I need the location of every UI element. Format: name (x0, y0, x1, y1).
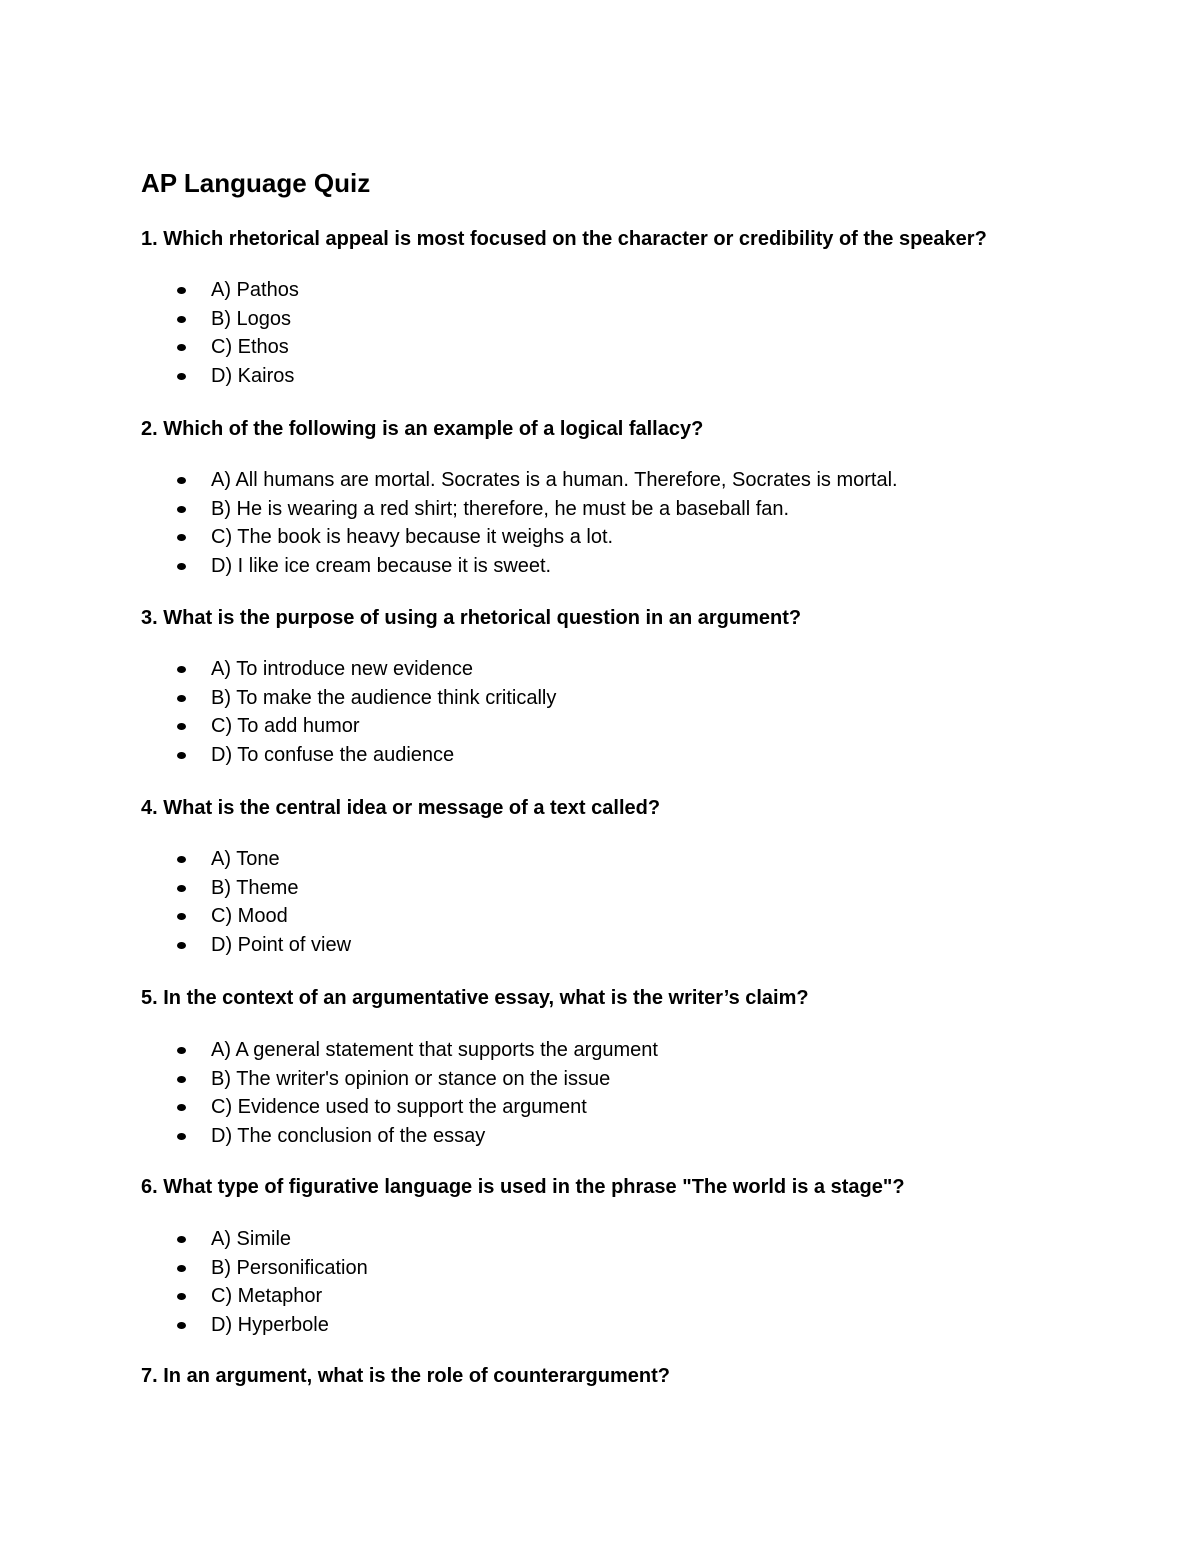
bullet-icon (177, 477, 186, 484)
question-6-options (0, 1225, 368, 1339)
list-item (0, 495, 898, 524)
bullet-icon (177, 666, 186, 673)
question-7: 7. In an argument, what is the role of counterargument? (141, 1365, 670, 1387)
bullet-icon (177, 506, 186, 513)
list-item (0, 874, 351, 903)
bullet-icon (177, 856, 186, 863)
option-label: A) All humans are mortal. Socrates is a human. Therefore, Socrates is mortal. (211, 469, 898, 491)
option-label: D) Point of view (211, 933, 352, 956)
question-1-options (0, 276, 299, 390)
bullet-icon (177, 1076, 186, 1083)
question-2: 2. Which of the following is an example of a logical fallacy? (141, 418, 704, 440)
option-label: B) Logos (211, 307, 292, 330)
bullet-icon (177, 723, 186, 730)
option-label: B) He is wearing a red shirt; therefore, he must be a baseball fan. (211, 497, 790, 520)
list-item (0, 712, 556, 741)
list-item (0, 1225, 368, 1254)
question-5: 5. In the context of an argumentative essay, what is the writer’s claim? (141, 987, 809, 1009)
list-item (0, 276, 299, 305)
list-item (0, 931, 351, 960)
bullet-icon (177, 534, 186, 541)
option-label: A) A general statement that supports the argument (211, 1039, 658, 1061)
list-item (0, 741, 556, 770)
bullet-icon (177, 563, 186, 570)
bullet-icon (177, 287, 186, 294)
question-5-options (0, 1036, 658, 1150)
question-4: 4. What is the central idea or message of a text called? (141, 797, 661, 819)
option-label: D) I like ice cream because it is sweet. (211, 554, 552, 577)
list-item (0, 1065, 658, 1094)
bullet-icon (177, 1133, 186, 1140)
list-item (0, 466, 898, 495)
bullet-icon (177, 1322, 186, 1329)
list-item (0, 1093, 658, 1122)
option-label: B) Personification (211, 1256, 368, 1279)
option-label: C) Evidence used to support the argument (211, 1096, 587, 1119)
option-label: A) Pathos (211, 279, 299, 301)
question-3-options (0, 655, 556, 769)
list-item (0, 552, 898, 581)
option-label: C) Ethos (211, 336, 289, 359)
bullet-icon (177, 885, 186, 892)
option-label: C) The book is heavy because it weighs a lot. (211, 526, 614, 549)
list-item (0, 902, 351, 931)
list-item (0, 655, 556, 684)
bullet-icon (177, 1236, 186, 1243)
question-6: 6. What type of figurative language is used in the phrase "The world is a stage"? (141, 1176, 905, 1198)
bullet-icon (177, 1265, 186, 1272)
option-label: B) Theme (211, 876, 299, 899)
question-4-options (0, 845, 351, 959)
option-label: C) Mood (211, 905, 288, 928)
bullet-icon (177, 695, 186, 702)
list-item (0, 1036, 658, 1065)
option-label: D) Kairos (211, 364, 295, 387)
option-label: B) The writer's opinion or stance on the issue (211, 1067, 611, 1090)
page-title: AP Language Quiz (141, 168, 371, 198)
list-item (0, 1122, 658, 1151)
bullet-icon (177, 1047, 186, 1054)
option-label: D) The conclusion of the essay (211, 1124, 486, 1147)
option-label: B) To make the audience think critically (211, 686, 557, 709)
option-label: A) Tone (211, 848, 280, 870)
list-item (0, 845, 351, 874)
bullet-icon (177, 942, 186, 949)
option-label: C) To add humor (211, 715, 360, 738)
bullet-icon (177, 913, 186, 920)
question-1: 1. Which rhetorical appeal is most focused on the character or credibility of the speaker? (141, 228, 987, 250)
option-label: D) To confuse the audience (211, 743, 455, 766)
bullet-icon (177, 1104, 186, 1111)
list-item (0, 1282, 368, 1311)
bullet-icon (177, 752, 186, 759)
question-2-options (0, 466, 898, 580)
list-item (0, 333, 299, 362)
option-label: A) Simile (211, 1228, 292, 1250)
bullet-icon (177, 344, 186, 351)
option-label: C) Metaphor (211, 1285, 323, 1308)
option-label: D) Hyperbole (211, 1313, 329, 1336)
bullet-icon (177, 373, 186, 380)
option-label: A) To introduce new evidence (211, 658, 474, 680)
question-3: 3. What is the purpose of using a rhetorical question in an argument? (141, 607, 802, 629)
bullet-icon (177, 316, 186, 323)
bullet-icon (177, 1293, 186, 1300)
list-item (0, 523, 898, 552)
list-item (0, 1254, 368, 1283)
list-item (0, 684, 556, 713)
list-item (0, 305, 299, 334)
list-item (0, 1311, 368, 1340)
list-item (0, 362, 299, 391)
